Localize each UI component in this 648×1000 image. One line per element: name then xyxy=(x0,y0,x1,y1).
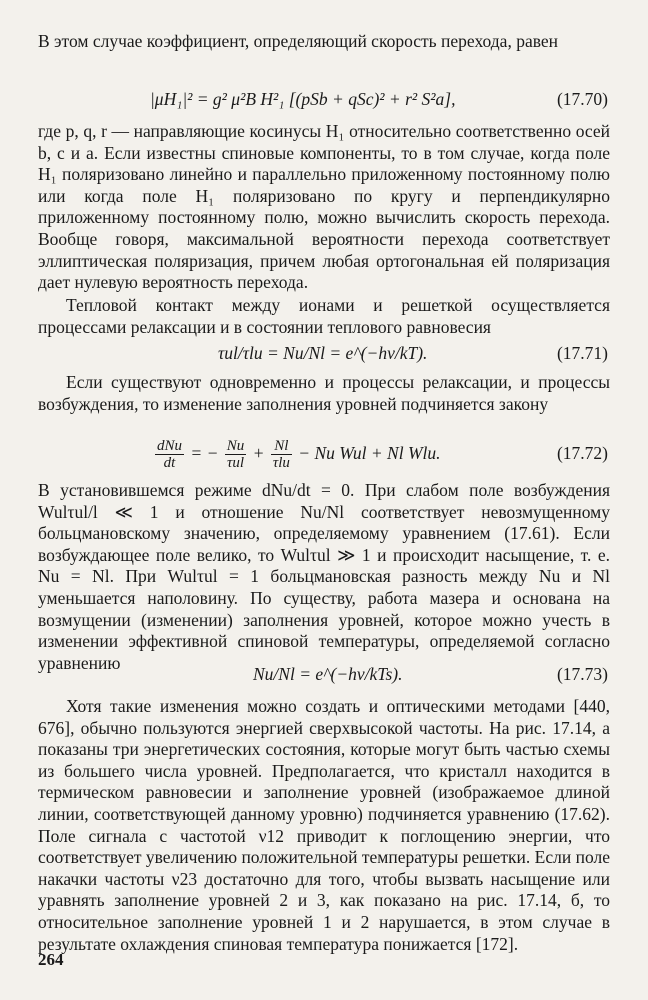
equation-formula: Nu/Nl = e^(−hν/kTs). xyxy=(253,664,403,684)
equation-formula: τul/τlu = Nu/Nl = e^(−hν/kT). xyxy=(218,343,428,363)
paragraph-steady-state: В установившемся режиме dNu/dt = 0. При слабом поле возбуждения Wulτul/l ≪ 1 и отношение Nu/Nl соответствует невозмущенному больцмановскому значению, определяемому уравнением (17.61). Если возбуждающее поле велико, то Wulτul ≫ 1 и происходит насыщение, т. е. Nu = Nl. При Wulτul = 1 больцмановская разность между Nu и Nl уменьшается наполовину. По существу, работа мазера и основана на возмущении (изменении) заполнения уровней, которое можно учесть в изменении эффективной спиновой температуры, определяемой согласно уравнению xyxy=(38,480,610,673)
equation-number: (17.71) xyxy=(556,343,608,363)
equation-17-71 xyxy=(38,340,608,366)
fraction-term-2: $\frac{Nl}{\text{τlu}}$ xyxy=(272,438,290,472)
paragraph-direction-cosines: где p, q, r — направляющие косинусы H₁ относительно соответственно осей b, c и a. Если известны спиновые компоненты, то в том случае, когда поле H₁ поляризовано линейно и параллельно приложенному постоянному полю или когда поле H₁ поляризовано по кругу и перпендикулярно приложенному постоянному полю, можно вычислить скорость перехода. Вообще говоря, максимальной вероятности перехода соответствует эллиптическая поляризация, причем любая ортогональная ей поляризация дает нулевую вероятность перехода. xyxy=(38,121,610,293)
paragraph-optical-methods: Хотя такие изменения можно создать и оптическими методами [440, 676], обычно пользуются энергией сверхвысокой частоты. На рис. 17.14, а показаны три энергетических состояния, которые могут быть частью схемы из большего числа уровней. Предполагается, что кристалл находится в термическом равновесии и заполнение уровней (изображаемое длиной линии, соответствующей данному уровню) подчиняется уравнению (17.62). Поле сигнала с частотой ν12 приводит к поглощению энергии, что соответствует увеличению положительной температуры решетки. Если поле накачки частоты ν23 достаточно для того, чтобы вызвать насыщение или уравнять заполнение уровней 2 и 3, как показано на рис. 17.14, б, то относительное заполнение уровней 1 и 2 нарушается, в этом случае в результате охлаждения спиновая температура понижается [172]. xyxy=(38,696,610,954)
equation-17-73 xyxy=(38,661,608,687)
equation-17-70 xyxy=(38,86,608,112)
paragraph-thermal-contact: Тепловой контакт между ионами и решеткой осуществляется процессами релаксации и в состоянии теплового равновесия xyxy=(38,295,610,337)
equation-formula: |μH₁|² = g² μ²B H²₁ [(pSb + qSc)² + r² S²a], xyxy=(150,89,456,109)
paragraph-excitation: Если существуют одновременно и процессы релаксации, и процессы возбуждения, то изменение заполнения уровней подчиняется закону xyxy=(38,372,610,414)
equation-number: (17.72) xyxy=(556,443,608,463)
equation-number: (17.73) xyxy=(556,664,608,684)
page-number: 264 xyxy=(38,950,64,969)
equation-formula: $\frac{\text{dNu}}{dt}$ = − $\frac{Nu}{\text{τul}}$ + $\frac{Nl}{\text{τlu}}$ − Nu Wul + Nl Wlu. xyxy=(157,438,441,472)
equation-number: (17.70) xyxy=(556,89,608,109)
fraction-term-1: $\frac{Nu}{\text{τul}}$ xyxy=(226,438,245,472)
equation-17-72 xyxy=(38,432,608,474)
equation-tail: − Nu Wul + Nl Wlu. xyxy=(298,443,441,463)
paragraph-intro: В этом случае коэффициент, определяющий скорость перехода, равен xyxy=(38,31,559,51)
fraction-lhs: $\frac{\text{dNu}}{dt}$ xyxy=(157,438,183,472)
